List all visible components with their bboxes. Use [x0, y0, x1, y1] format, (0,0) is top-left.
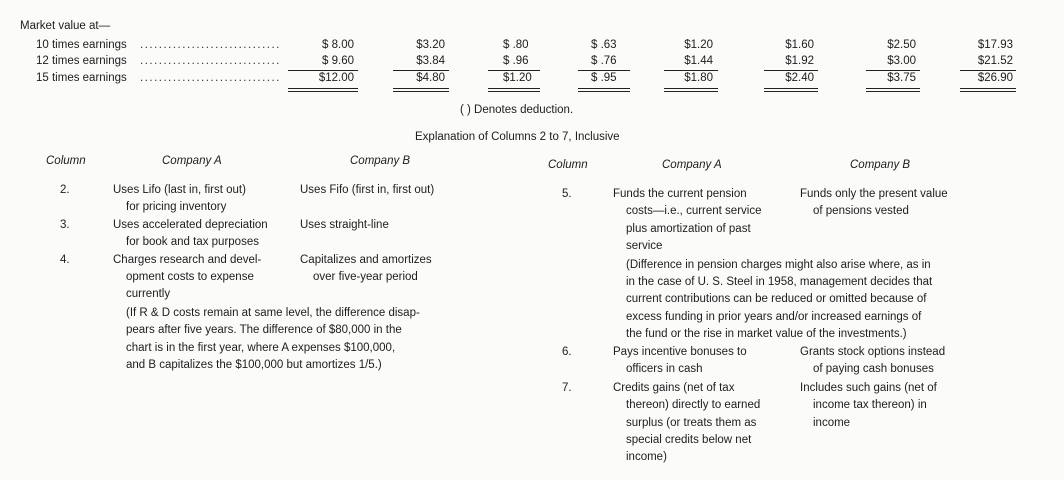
column-number: 4.	[60, 254, 70, 266]
header-company-a: Company A	[162, 155, 222, 167]
column-number: 5.	[562, 188, 572, 200]
company-b-text: over five-year period	[313, 271, 418, 283]
total-rule	[578, 91, 630, 92]
company-a-text: income)	[626, 451, 667, 463]
header-column: Column	[46, 155, 86, 167]
underline-rule	[288, 70, 358, 71]
underline-rule	[866, 70, 920, 71]
cell-value: $ 8.00	[322, 39, 354, 51]
note-line: (Difference in pension charges might also arise where, as in	[626, 259, 931, 271]
underline-rule	[488, 70, 540, 71]
cell-value: $ .96	[503, 55, 529, 67]
company-a-text: for pricing inventory	[126, 201, 227, 213]
dot-leader: ..............................	[140, 72, 281, 84]
cell-value: $21.52	[977, 55, 1013, 67]
cell-value: $26.90	[977, 72, 1013, 84]
cell-value: $3.00	[887, 55, 916, 67]
dot-leader: ..............................	[140, 55, 281, 67]
underline-rule	[664, 70, 718, 71]
total-rule	[664, 91, 718, 92]
deduction-note: ( ) Denotes deduction.	[460, 104, 574, 116]
cell-value: $3.75	[887, 72, 916, 84]
total-rule	[288, 88, 358, 89]
company-a-text: thereon) directly to earned	[626, 399, 761, 411]
total-rule	[488, 88, 540, 89]
company-a-text: opment costs to expense	[126, 271, 254, 283]
row-label: 15 times earnings	[36, 72, 127, 84]
company-b-text: income	[813, 417, 851, 429]
company-a-text: currently	[126, 288, 171, 300]
total-rule	[288, 91, 358, 92]
cell-value: $3.20	[416, 39, 445, 51]
total-rule	[764, 88, 818, 89]
company-b-text: Capitalizes and amortizes	[300, 254, 432, 266]
company-a-text: Funds the current pension	[613, 188, 747, 200]
company-a-text: costs—i.e., current service	[626, 205, 762, 217]
cell-value: $17.93	[977, 39, 1013, 51]
note-line: chart is in the first year, where A expenses $100,000,	[126, 342, 396, 354]
column-number: 6.	[562, 346, 572, 358]
cell-value: $ 9.60	[322, 55, 354, 67]
note-line: in the case of U. S. Steel in 1958, management decides that	[626, 276, 933, 288]
company-a-text: officers in cash	[626, 363, 703, 375]
cell-value: $2.50	[887, 39, 916, 51]
cell-value: $1.20	[684, 39, 713, 51]
column-number: 7.	[562, 382, 572, 394]
cell-value: $1.60	[785, 39, 814, 51]
total-rule	[488, 91, 540, 92]
total-rule	[578, 88, 630, 89]
cell-value: $ .95	[591, 72, 617, 84]
company-b-text: of pensions vested	[813, 205, 909, 217]
header-company-b: Company B	[850, 159, 911, 171]
company-a-text: Credits gains (net of tax	[613, 382, 735, 394]
company-b-text: Funds only the present value	[800, 188, 948, 200]
header-company-b: Company B	[350, 155, 411, 167]
underline-rule	[764, 70, 818, 71]
note-line: the fund or the rise in market value of the investments.)	[626, 328, 907, 340]
company-b-text: Grants stock options instead	[800, 346, 946, 358]
cell-value: $4.80	[416, 72, 445, 84]
row-label: 10 times earnings	[36, 39, 127, 51]
underline-rule	[578, 70, 630, 71]
note-line: and B capitalizes the $100,000 but amortizes 1/5.)	[126, 359, 382, 371]
note-line: excess funding in prior years and/or increased earnings of	[626, 311, 922, 323]
header-column: Column	[548, 159, 588, 171]
header-company-a: Company A	[662, 159, 722, 171]
total-rule	[866, 91, 920, 92]
company-b-text: Uses straight-line	[300, 219, 389, 231]
company-a-text: service	[626, 240, 663, 252]
company-b-text: of paying cash bonuses	[813, 363, 934, 375]
company-a-text: Uses accelerated depreciation	[113, 219, 268, 231]
cell-value: $ .80	[503, 39, 529, 51]
cell-value: $1.44	[684, 55, 713, 67]
cell-value: $3.84	[416, 55, 445, 67]
column-number: 2.	[60, 184, 70, 196]
company-a-text: surplus (or treats them as	[626, 417, 757, 429]
explanation-title: Explanation of Columns 2 to 7, Inclusive	[415, 131, 620, 143]
cell-value: $1.20	[503, 72, 532, 84]
company-b-text: Uses Fifo (first in, first out)	[300, 184, 435, 196]
note-line: (If R & D costs remain at same level, the difference disap-	[126, 307, 420, 319]
total-rule	[393, 88, 449, 89]
cell-value: $12.00	[318, 72, 354, 84]
note-line: pears after five years. The difference of $80,000 in the	[126, 324, 402, 336]
total-rule	[764, 91, 818, 92]
cell-value: $ .63	[591, 39, 617, 51]
company-b-text: Includes such gains (net of	[800, 382, 937, 394]
note-line: current contributions can be reduced or omitted because of	[626, 293, 927, 305]
total-rule	[866, 88, 920, 89]
underline-rule	[393, 70, 449, 71]
total-rule	[960, 88, 1016, 89]
row-label: 12 times earnings	[36, 55, 127, 67]
cell-value: $1.80	[684, 72, 713, 84]
company-a-text: plus amortization of past	[626, 223, 751, 235]
market-value-heading: Market value at—	[20, 20, 111, 32]
column-number: 3.	[60, 219, 70, 231]
total-rule	[960, 91, 1016, 92]
cell-value: $ .76	[591, 55, 617, 67]
company-a-text: for book and tax purposes	[126, 236, 259, 248]
dot-leader: ..............................	[140, 39, 281, 51]
cell-value: $1.92	[785, 55, 814, 67]
company-a-text: Uses Lifo (last in, first out)	[113, 184, 246, 196]
company-a-text: special credits below net	[626, 434, 752, 446]
underline-rule	[960, 70, 1016, 71]
cell-value: $2.40	[785, 72, 814, 84]
total-rule	[393, 91, 449, 92]
total-rule	[664, 88, 718, 89]
company-b-text: income tax thereon) in	[813, 399, 927, 411]
company-a-text: Pays incentive bonuses to	[613, 346, 747, 358]
company-a-text: Charges research and devel-	[113, 254, 262, 266]
